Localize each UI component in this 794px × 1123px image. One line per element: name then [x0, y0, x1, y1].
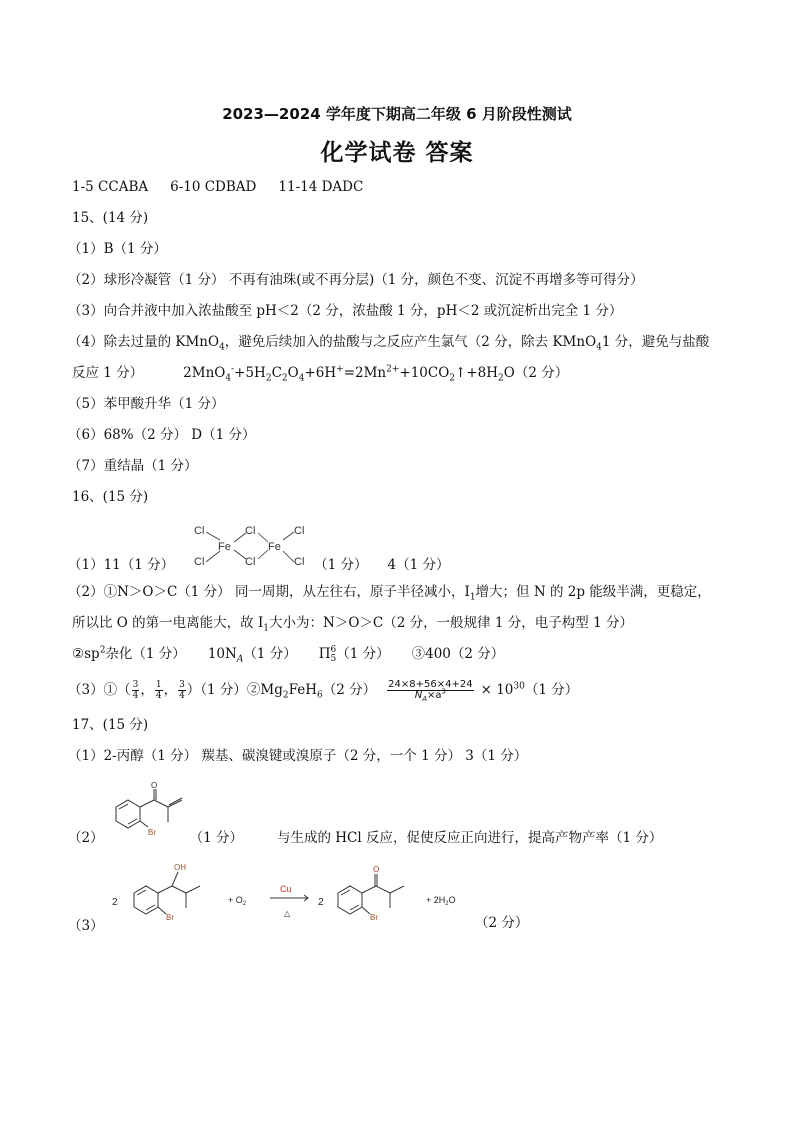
- q16-na-count: 10N: [207, 646, 237, 662]
- page-title: 2023—2024 学年度下期高二年级 6 月阶段性测试: [222, 105, 572, 123]
- choice-group-2: 6-10 CDBAD: [170, 179, 257, 195]
- q17-answer-3-label: （3）: [68, 918, 104, 934]
- q16-na-sub: A: [236, 654, 244, 665]
- q16-a2-l2a: 所以比 O 的第一电离能大，故 I: [72, 615, 264, 631]
- q17-a2-text: 与生成的 HCl 反应，促使反应正向进行，提高产物产率（1 分）: [276, 830, 663, 846]
- q16-a2-l1-sub: 1: [469, 592, 476, 603]
- choice-group-3: 11-14 DADC: [278, 179, 364, 195]
- q16-answer-2-line2: [72, 614, 633, 632]
- q16-pi-score: （1 分）: [336, 646, 390, 662]
- q16-heading: 16、(15 分): [72, 489, 149, 505]
- oh-group: OH: [174, 863, 186, 872]
- q17-answer-2: [68, 829, 662, 847]
- q16-a3-final-score: （1 分）: [524, 682, 579, 698]
- q16-a2-l2b: 大小为：N＞O＞C（2 分，一般规律 1 分，电子构型 1 分）: [269, 615, 633, 631]
- plus-water: + $2H_2O$: [426, 895, 456, 907]
- coefficient-2a: 2: [112, 897, 118, 908]
- q16-a3-lead: （3）①（: [68, 682, 131, 698]
- q15-answer-4-line2: [72, 364, 568, 382]
- q16-answer-400: ③400（2 分）: [411, 646, 505, 662]
- br-atom-product: Br: [370, 913, 378, 922]
- q15-answer-5: （5）苯甲酸升华（1 分）: [68, 396, 225, 412]
- q15-a4-sub1: 4: [219, 342, 225, 353]
- q15-equation: $2MnO_4^-+5H_2C_2O_4+6H^+=2Mn^{2+}+10CO_2↑+8H_2O(2$ 分）: [183, 364, 569, 384]
- q16-answer-3: （3）①（ $\frac{3}{4}$ ， $\frac{1}{4}$ ， $\frac{3}{4}$ ）（1 分）$②Mg_2FeH_6(2$ 分） $\frac{24\times 8+56\times 4+24}{N_A\times a^3}$ × $10^{30}(1$ 分）: [68, 679, 579, 703]
- q15-a4-part2: ，避免后续加入的盐酸与之反应产生氯气（2 分，除去 KMnO: [224, 334, 597, 350]
- q16-a3-mg: ）（1 分）②Mg: [186, 682, 283, 698]
- q15-answer-4: [68, 333, 709, 351]
- q16-answer-2-line1: [68, 583, 711, 601]
- br-atom: Br: [148, 828, 156, 837]
- q16-sp2-text: ②sp: [72, 646, 100, 662]
- q15-answer-2: （2）球形冷凝管（1 分） 不再有油珠(或不再分层)（1 分，颜色不变、沉淀不再增多等可得分）: [68, 272, 644, 288]
- q15-heading: 15、(14 分): [72, 210, 149, 226]
- q15-a4-part3: 1 分，避免与盐酸: [601, 334, 710, 350]
- cl-atom-2: Cl: [194, 556, 205, 568]
- density-fraction: $\frac{24\times 8+56\times 4+24}{N_A\times a^3}$: [388, 679, 473, 703]
- q16-pi-indices: 6 5: [330, 644, 337, 664]
- coefficient-2b: 2: [318, 897, 324, 908]
- cl-atom-1: Cl: [194, 525, 205, 537]
- carbonyl-o-atom: O: [151, 781, 158, 790]
- page-subtitle: 化学试卷 答案: [320, 140, 474, 166]
- q16-hybrid-text: 杂化（1 分）: [105, 646, 186, 662]
- plus-o2: + $O_2$: [228, 895, 247, 907]
- q17-heading: 17、(15 分): [72, 717, 149, 733]
- fraction-3-4-b: $\frac{3}{4}$: [179, 680, 185, 701]
- fe-atom-2: Fe: [268, 541, 281, 553]
- q16-pi-symbol: Π: [318, 646, 331, 662]
- q15-answer-7: （7）重结晶（1 分）: [68, 458, 198, 474]
- q17-3-equation: [98, 858, 478, 933]
- q15-answer-6: （6）68%（2 分） D（1 分）: [68, 427, 256, 443]
- q16-sp2-sup: 2: [99, 645, 106, 656]
- q17-a2-label: （2）: [68, 830, 104, 846]
- q16-answer-2-line3: [72, 645, 504, 664]
- q16-a2-l2-sub: 1: [263, 623, 270, 634]
- fraction-1-4: $\frac{1}{4}$: [155, 680, 162, 701]
- q17-a2-score: （1 分）: [189, 830, 243, 846]
- cl-atom-4: Cl: [294, 556, 305, 568]
- fe-atom-1: Fe: [218, 541, 231, 553]
- q16-a2-l1b: 增大；但 N 的 2p 能级半满，更稳定，: [475, 584, 711, 600]
- q15-a4-line2: 反应 1 分）: [72, 365, 144, 381]
- q16-a1-part2: （1 分）: [314, 557, 368, 573]
- q15-answer-3: （3）向合并液中加入浓盐酸至 pH＜2（2 分，浓盐酸 1 分，pH＜2 或沉淀析出完全 1 分）: [68, 303, 623, 319]
- q17-answer-3-score: （2 分）: [475, 915, 529, 931]
- q15-answer-1: （1）B（1 分）: [68, 241, 167, 257]
- q15-a4-part1: （4）除去过量的 KMnO: [68, 334, 220, 350]
- q16-answer-1: [68, 556, 450, 574]
- q16-a2-l1a: （2）①N＞O＞C（1 分） 同一周期，从左往右，原子半径减小，I: [68, 584, 470, 600]
- choice-group-1: 1-5 CCABA: [72, 179, 149, 195]
- q16-a3-score: （2 分）: [322, 682, 377, 698]
- cl-atom-bridge-1: Cl: [245, 525, 256, 537]
- exponent-30: 30: [513, 681, 525, 692]
- cl-atom-bridge-2: Cl: [245, 556, 256, 568]
- q17-answer-1: （1）2-丙醇（1 分） 羰基、碳溴键或溴原子（2 分，一个 1 分） 3（1 分）: [68, 748, 528, 764]
- cl-atom-3: Cl: [294, 525, 305, 537]
- q16-a1-part3: 4（1 分）: [387, 557, 450, 573]
- br-atom-reactant: Br: [166, 913, 174, 922]
- catalyst-cu: Cu: [280, 884, 292, 894]
- heat-symbol: △: [284, 909, 291, 918]
- q16-a1-part1: （1）11（1 分）: [68, 557, 175, 573]
- q15-a4-sub2: 4: [596, 342, 602, 353]
- times-ten: × 10: [480, 682, 514, 698]
- choice-answers: [72, 178, 363, 196]
- q16-na-score: （1 分）: [243, 646, 297, 662]
- ketone-o-atom: O: [373, 865, 380, 874]
- fraction-3-4-a: $\frac{3}{4}$: [132, 680, 139, 701]
